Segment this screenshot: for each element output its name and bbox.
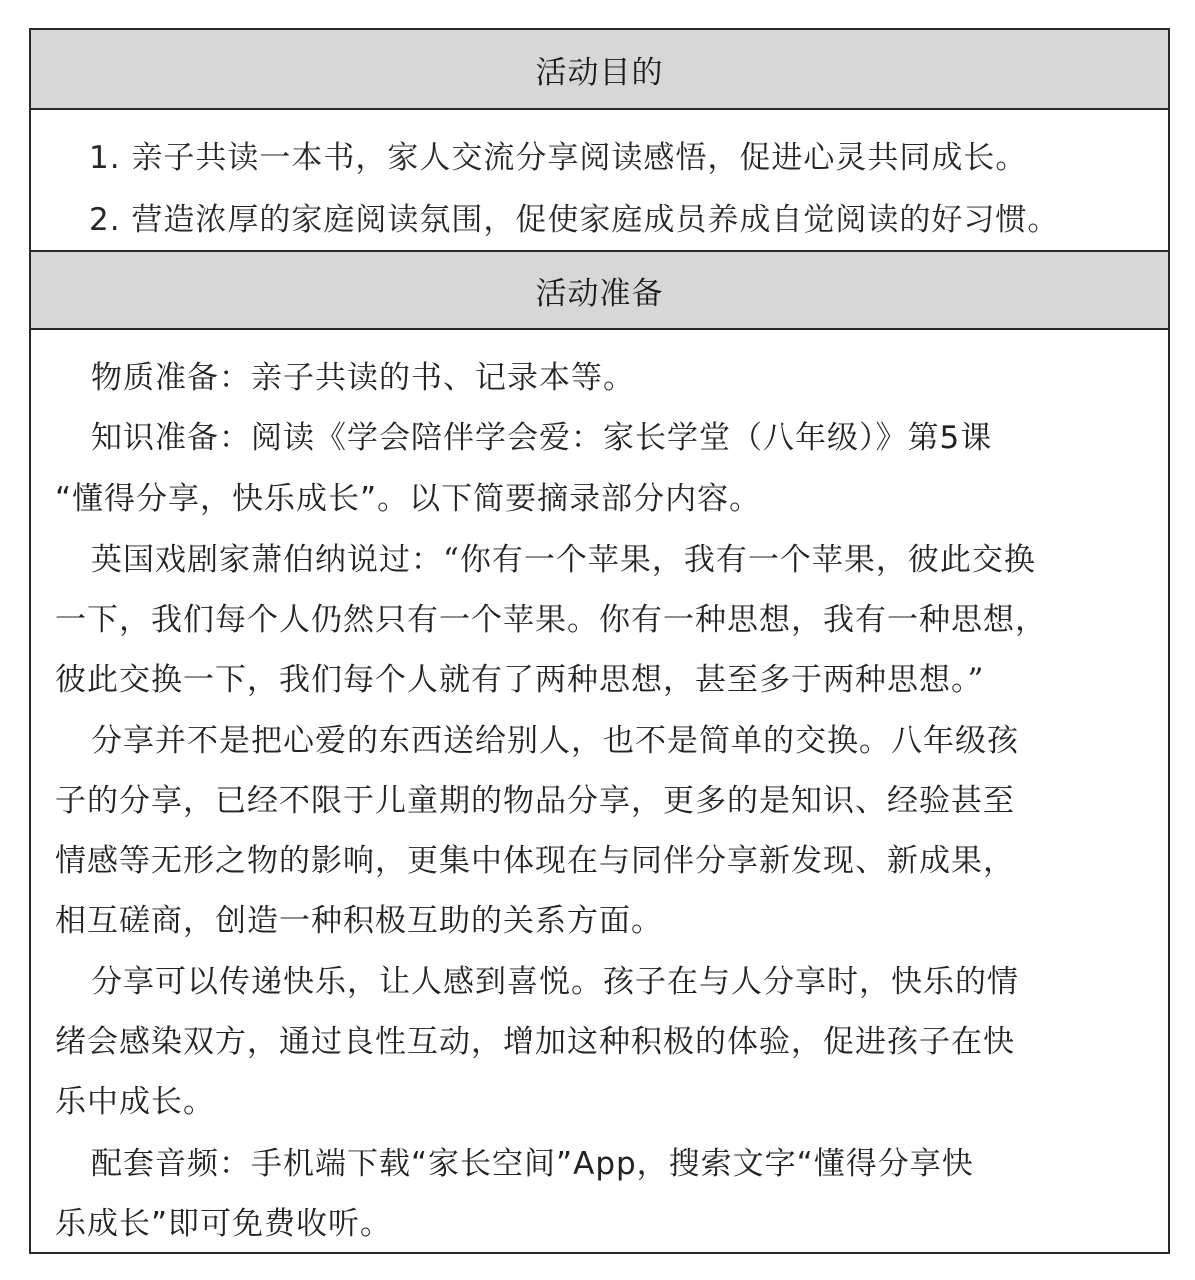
- knowledge-prep-text-cont: “懂得分享，快乐成长”。以下简要摘录部分内容。: [55, 481, 762, 517]
- quote-paragraph-line: 彼此交换一下，我们每个人就有了两种思想，甚至多于两种思想。”: [55, 662, 985, 698]
- goal-list: [31, 110, 1168, 250]
- quote-paragraph-line: 一下，我们每个人仍然只有一个苹果。你有一种思想，我有一种思想，: [55, 602, 1047, 638]
- goal-item: 2. 营造浓厚的家庭阅读氛围，促使家庭成员养成自觉阅读的好习惯。: [89, 202, 1060, 238]
- material-prep-text: 物质准备：亲子共读的书、记录本等。: [91, 360, 635, 396]
- prep-content: [31, 330, 1168, 1250]
- quote-paragraph-line: 英国戏剧家萧伯纳说过：“你有一个苹果，我有一个苹果，彼此交换: [91, 542, 1036, 578]
- joy-paragraph-line: 绪会感染双方，通过良性互动，增加这种积极的体验，促进孩子在快: [55, 1024, 1015, 1060]
- sharing-paragraph-line: 相互磋商，创造一种积极互助的关系方面。: [55, 903, 663, 939]
- knowledge-prep-text: 知识准备：阅读《学会陪伴学会爱：家长学堂（八年级）》第5课: [91, 420, 993, 456]
- audio-info-text: 配套音频：手机端下载“家长空间”App，搜索文字“懂得分享快: [91, 1146, 974, 1182]
- section-title-prep: 活动准备: [31, 250, 1168, 330]
- sharing-paragraph-line: 情感等无形之物的影响，更集中体现在与同伴分享新发现、新成果，: [55, 843, 1015, 879]
- activity-table: [29, 28, 1170, 1254]
- joy-paragraph-line: 分享可以传递快乐，让人感到喜悦。孩子在与人分享时，快乐的情: [91, 964, 1019, 1000]
- goal-item: 1. 亲子共读一本书，家人交流分享阅读感悟，促进心灵共同成长。: [89, 140, 1028, 176]
- audio-info-text-cont: 乐成长”即可免费收听。: [55, 1206, 393, 1242]
- section-title-goal: 活动目的: [31, 30, 1168, 110]
- sharing-paragraph-line: 子的分享，已经不限于儿童期的物品分享，更多的是知识、经验甚至: [55, 783, 1015, 819]
- joy-paragraph-line: 乐中成长。: [55, 1084, 215, 1120]
- sharing-paragraph-line: 分享并不是把心爱的东西送给别人，也不是简单的交换。八年级孩: [91, 723, 1019, 759]
